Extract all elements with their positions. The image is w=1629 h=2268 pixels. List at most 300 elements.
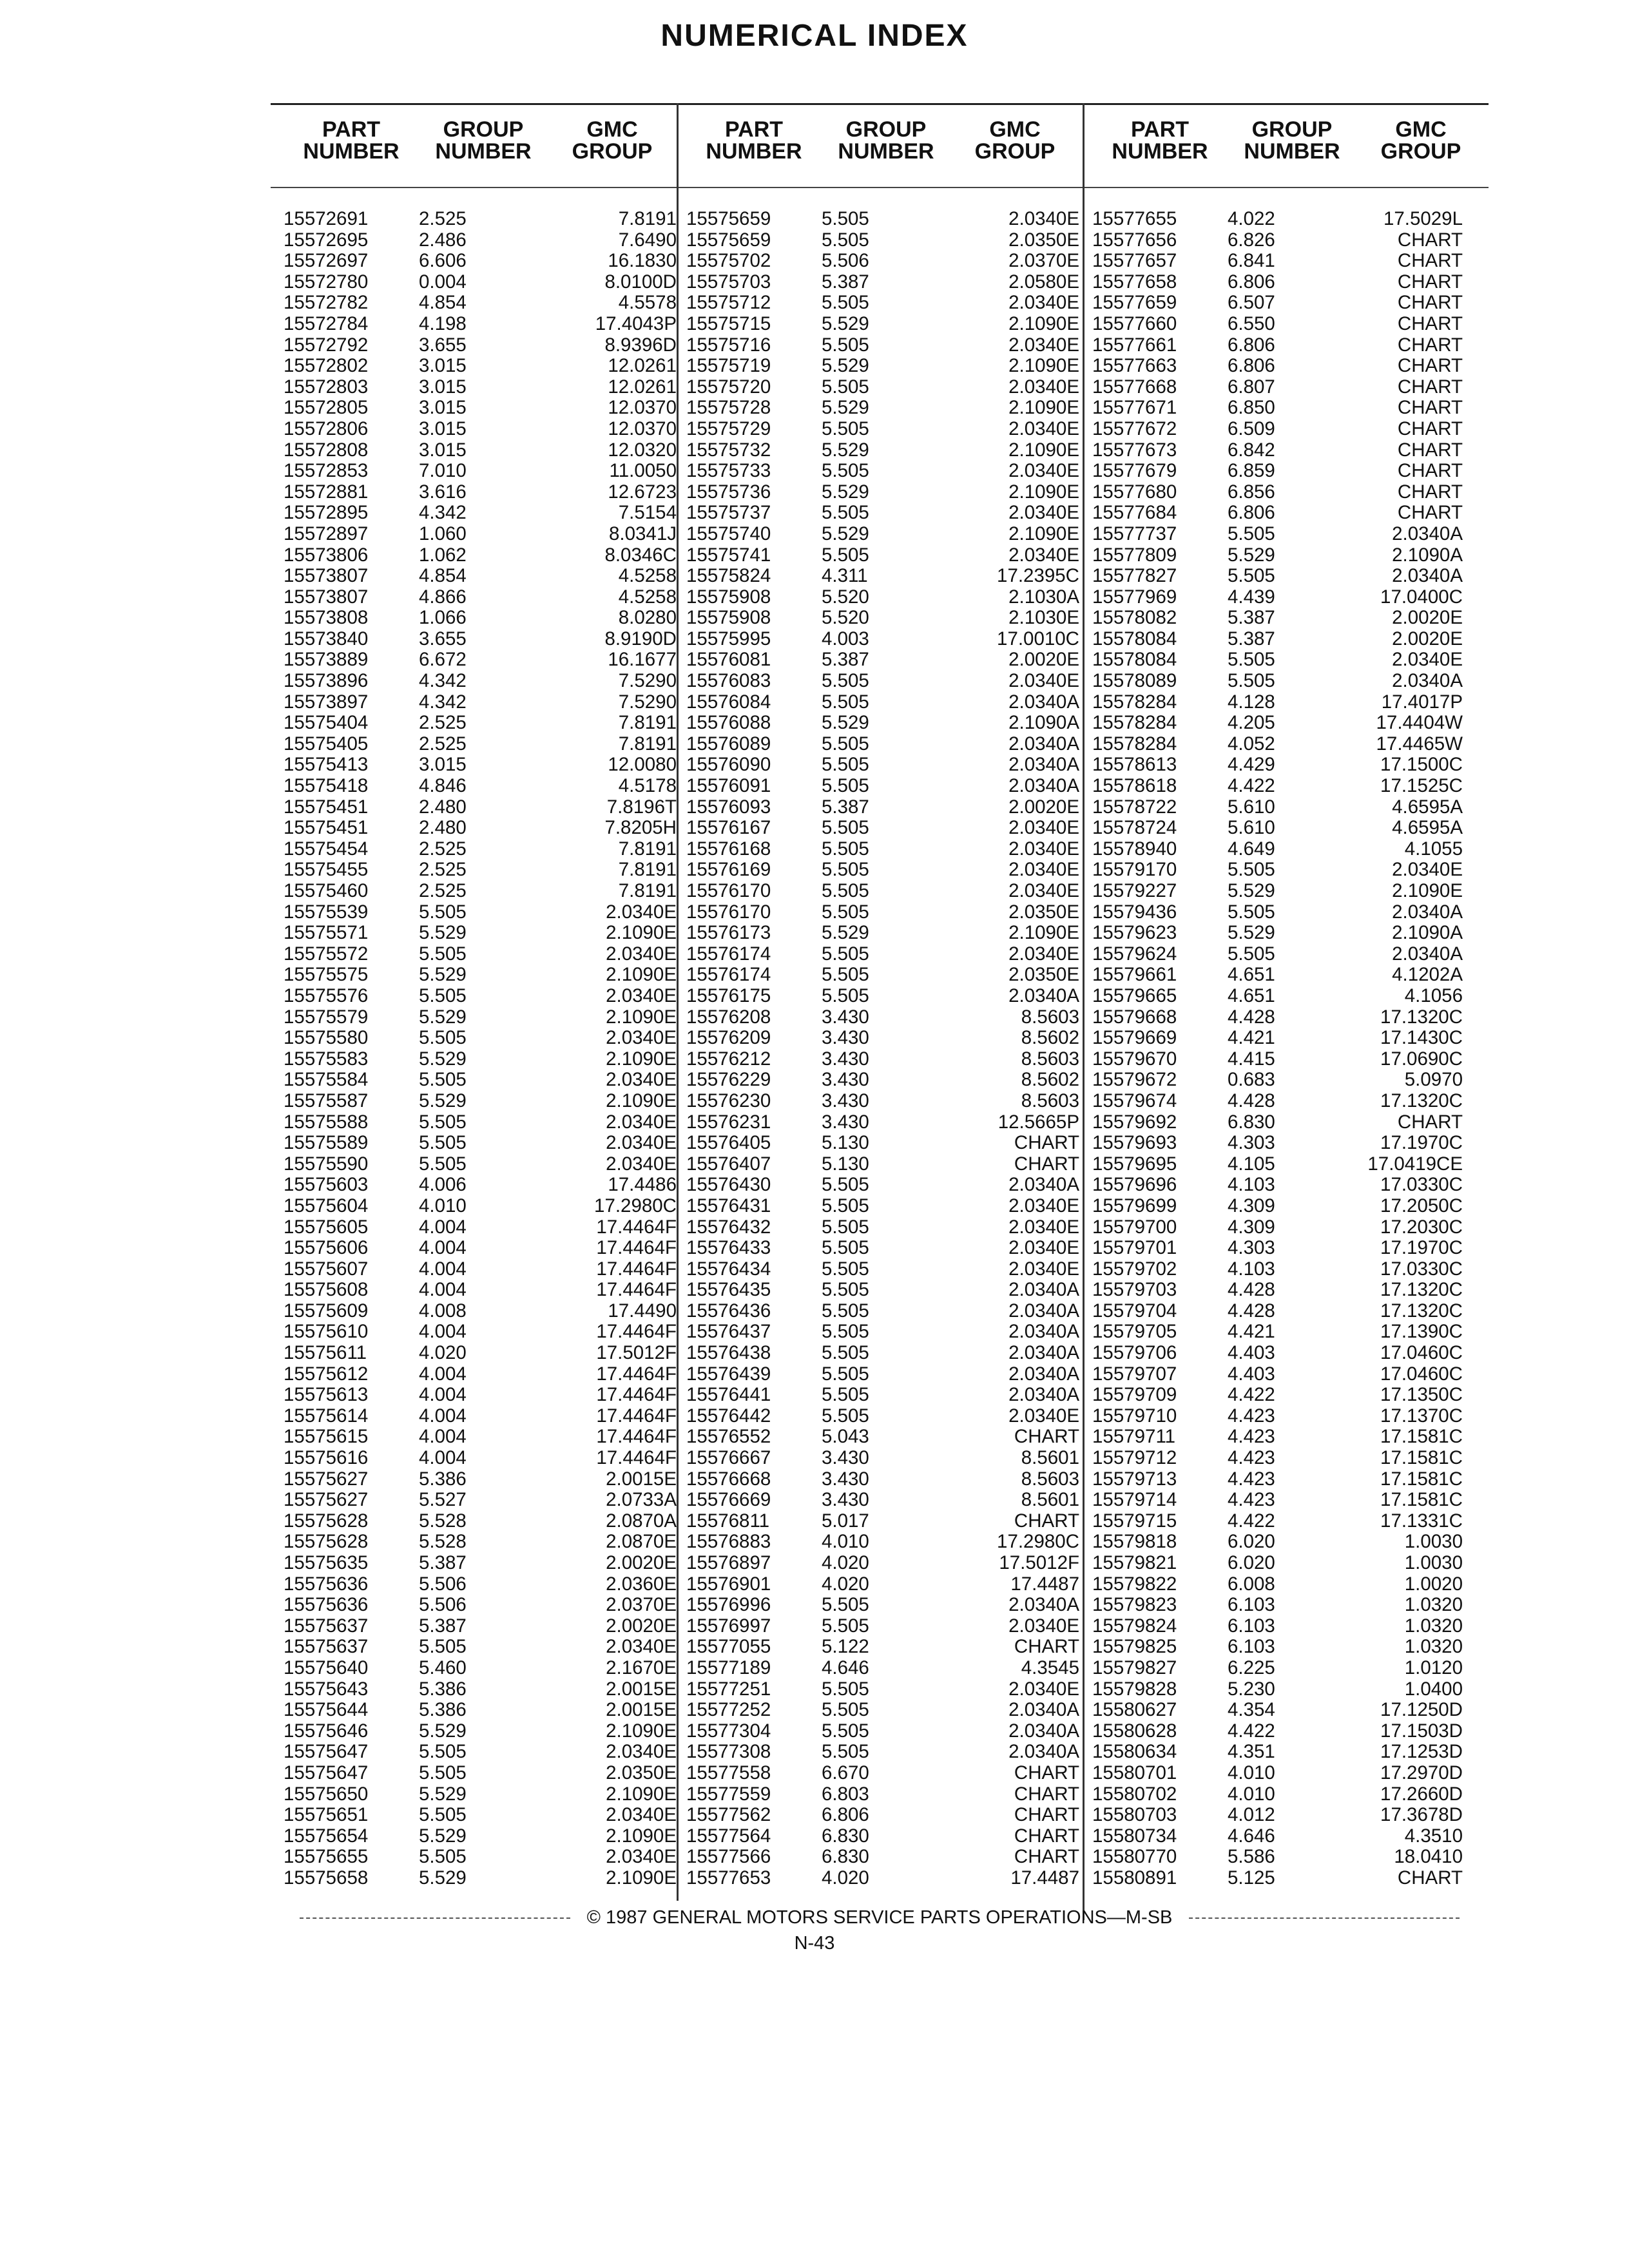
group-number-cell: 5.505 — [822, 1237, 869, 1259]
part-number-cell: 15580634 — [1092, 1741, 1177, 1763]
part-number-cell: 15575995 — [686, 628, 771, 649]
gmc-group-cell: 17.1370C — [1380, 1405, 1463, 1427]
group-number-cell: 5.387 — [419, 1552, 467, 1573]
group-number-cell: 5.505 — [1228, 901, 1275, 923]
index-row — [284, 1070, 677, 1091]
group-number-cell: 4.854 — [419, 565, 467, 587]
part-number-cell: 15577564 — [686, 1825, 771, 1847]
index-row — [1092, 839, 1485, 860]
gmc-group-cell: 2.0340E — [1392, 649, 1463, 671]
group-number-cell: 5.528 — [419, 1531, 467, 1553]
gmc-group-cell: 8.5603 — [1021, 1090, 1079, 1111]
part-number-cell: 15576405 — [686, 1132, 771, 1154]
gmc-group-cell: 2.1090E — [1008, 523, 1079, 544]
group-number-cell: 4.004 — [419, 1279, 467, 1301]
group-number-cell: 6.008 — [1228, 1573, 1275, 1595]
part-number-cell: 15575576 — [284, 985, 369, 1006]
gmc-group-cell: 17.1581C — [1380, 1468, 1463, 1490]
group-number-cell: 4.423 — [1228, 1489, 1275, 1511]
gmc-group-cell: 12.0370 — [608, 397, 677, 419]
part-number-cell: 15575612 — [284, 1363, 369, 1385]
group-number-cell: 5.505 — [822, 754, 869, 776]
group-number-cell: 5.505 — [822, 1321, 869, 1343]
gmc-group-cell: 17.4490 — [608, 1300, 677, 1321]
part-number-cell: 15577304 — [686, 1720, 771, 1742]
part-number-cell: 15576431 — [686, 1195, 771, 1216]
gmc-group-cell: 2.0340E — [1008, 1237, 1079, 1259]
group-number-cell: 4.651 — [1228, 964, 1275, 986]
part-number-cell: 15576441 — [686, 1384, 771, 1406]
gmc-group-cell: 12.0261 — [608, 355, 677, 377]
gmc-group-cell: 2.0020E — [1392, 628, 1463, 649]
index-row — [1092, 1343, 1485, 1364]
part-number-cell: 15576811 — [686, 1510, 770, 1532]
gmc-group-cell: 12.0320 — [608, 439, 677, 461]
group-number-cell: 5.387 — [822, 649, 869, 671]
group-number-cell: 5.460 — [419, 1657, 467, 1678]
index-rows — [1092, 209, 1485, 1889]
part-number-cell: 15572805 — [284, 397, 369, 419]
group-number-cell: 5.529 — [822, 439, 869, 461]
gmc-group-cell: 17.0690C — [1380, 1048, 1463, 1070]
index-row — [1092, 398, 1485, 419]
index-row — [686, 923, 1079, 944]
gmc-group-cell: 17.5012F — [999, 1552, 1079, 1573]
header-gmc-group: GMC GROUP — [572, 117, 653, 164]
group-number-cell: 4.429 — [1228, 754, 1275, 776]
part-number-cell: 15575646 — [284, 1720, 369, 1742]
group-number-cell: 4.309 — [1228, 1195, 1275, 1216]
part-number-cell: 15572697 — [284, 250, 369, 272]
part-number-cell: 15576901 — [686, 1573, 771, 1595]
group-number-cell: 4.422 — [1228, 1510, 1275, 1532]
gmc-group-cell: CHART — [1397, 376, 1463, 398]
group-number-cell: 5.529 — [822, 312, 869, 334]
gmc-group-cell: 4.6595A — [1392, 817, 1463, 839]
group-number-cell: 4.020 — [822, 1552, 869, 1573]
group-number-cell: 5.505 — [822, 838, 869, 860]
part-number-cell: 15576174 — [686, 943, 771, 965]
group-number-cell: 5.529 — [1228, 544, 1275, 566]
group-number-cell: 6.830 — [822, 1846, 869, 1868]
group-number-cell: 5.505 — [822, 1384, 869, 1406]
part-number-cell: 15579700 — [1092, 1216, 1177, 1238]
part-number-cell: 15578084 — [1092, 628, 1177, 649]
index-row — [1092, 1448, 1485, 1469]
gmc-group-cell: 2.0340A — [1008, 1174, 1079, 1196]
gmc-group-cell: 17.0400C — [1380, 586, 1463, 608]
index-row — [686, 671, 1079, 692]
part-number-cell: 15576442 — [686, 1405, 771, 1427]
group-number-cell: 4.020 — [822, 1867, 869, 1888]
gmc-group-cell: 2.1090E — [606, 1825, 677, 1847]
index-row — [284, 860, 677, 881]
gmc-group-cell: 2.0340E — [1008, 376, 1079, 398]
index-row — [1092, 1427, 1485, 1448]
index-row — [1092, 1028, 1485, 1049]
index-row — [284, 881, 677, 902]
part-number-cell: 15577658 — [1092, 271, 1177, 293]
index-row — [284, 1364, 677, 1385]
index-row — [284, 545, 677, 566]
index-row — [686, 1700, 1079, 1721]
group-number-cell: 4.846 — [419, 775, 467, 797]
gmc-group-cell: 12.6723 — [608, 481, 677, 503]
group-number-cell: 5.505 — [822, 943, 869, 965]
index-row — [284, 1574, 677, 1595]
index-column-1 — [284, 119, 677, 1889]
group-number-cell: 4.010 — [1228, 1783, 1275, 1805]
gmc-group-cell: 17.1390C — [1380, 1321, 1463, 1343]
part-number-cell: 15572802 — [284, 355, 369, 377]
part-number-cell: 15576432 — [686, 1216, 771, 1238]
part-number-cell: 15575584 — [284, 1069, 369, 1091]
part-number-cell: 15575606 — [284, 1237, 369, 1259]
group-number-cell: 5.505 — [822, 733, 869, 754]
group-number-cell: 4.422 — [1228, 1720, 1275, 1742]
index-row — [1092, 1238, 1485, 1259]
gmc-group-cell: 2.0015E — [606, 1699, 677, 1721]
gmc-group-cell: 2.1090E — [1392, 880, 1463, 901]
gmc-group-cell: 2.0340E — [1008, 502, 1079, 524]
index-row — [284, 1469, 677, 1490]
group-number-cell: 0.683 — [1228, 1069, 1275, 1091]
group-number-cell: 5.529 — [419, 922, 467, 944]
group-number-cell: 4.010 — [419, 1195, 467, 1216]
index-row — [1092, 1321, 1485, 1343]
gmc-group-cell: CHART — [1397, 418, 1463, 439]
part-number-cell: 15577656 — [1092, 229, 1177, 251]
gmc-group-cell: 2.1030E — [1008, 607, 1079, 629]
part-number-cell: 15575572 — [284, 943, 369, 965]
gmc-group-cell: 17.1970C — [1380, 1132, 1463, 1154]
gmc-group-cell: 17.2970D — [1380, 1762, 1463, 1783]
index-row — [1092, 671, 1485, 692]
index-row — [1092, 482, 1485, 503]
group-number-cell: 4.128 — [1228, 691, 1275, 713]
group-number-cell: 5.505 — [822, 1405, 869, 1427]
index-row — [686, 902, 1079, 923]
part-number-cell: 15579696 — [1092, 1174, 1177, 1196]
gmc-group-cell: 8.5601 — [1021, 1489, 1079, 1511]
footer — [271, 1907, 1489, 1928]
index-row — [284, 1259, 677, 1280]
index-row — [686, 1847, 1079, 1868]
gmc-group-cell: 4.1202A — [1392, 964, 1463, 986]
part-number-cell: 15577809 — [1092, 544, 1177, 566]
part-number-cell: 15572881 — [284, 481, 369, 503]
part-number-cell: 15575627 — [284, 1489, 369, 1511]
group-number-cell: 5.529 — [419, 1006, 467, 1028]
gmc-group-cell: 17.5012F — [596, 1342, 677, 1364]
gmc-group-cell: 4.1055 — [1404, 838, 1463, 860]
index-row — [1092, 461, 1485, 482]
part-number-cell: 15577657 — [1092, 250, 1177, 272]
gmc-group-cell: 12.0080 — [608, 754, 677, 776]
gmc-group-cell: 8.5603 — [1021, 1468, 1079, 1490]
gmc-group-cell: 2.0340E — [1008, 817, 1079, 839]
gmc-group-cell: 8.9190D — [604, 628, 677, 649]
gmc-group-cell: 2.0340E — [606, 1636, 677, 1658]
index-row — [1092, 272, 1485, 293]
index-row — [686, 272, 1079, 293]
part-number-cell: 15576439 — [686, 1363, 771, 1385]
index-row — [1092, 1112, 1485, 1133]
gmc-group-cell: 4.5258 — [618, 586, 677, 608]
group-number-cell: 4.423 — [1228, 1426, 1275, 1448]
gmc-group-cell: 17.4017P — [1381, 691, 1463, 713]
index-row — [1092, 1385, 1485, 1406]
part-number-cell: 15576437 — [686, 1321, 771, 1343]
group-number-cell: 5.529 — [419, 1783, 467, 1805]
group-number-cell: 1.066 — [419, 607, 467, 629]
gmc-group-cell: 1.0320 — [1404, 1636, 1463, 1658]
gmc-group-cell: 2.0015E — [606, 1468, 677, 1490]
group-number-cell: 5.586 — [1228, 1846, 1275, 1868]
index-row — [1092, 1574, 1485, 1595]
group-number-cell: 4.646 — [822, 1657, 869, 1678]
index-row — [284, 1511, 677, 1532]
index-column-3 — [1092, 119, 1485, 1889]
index-row — [686, 1574, 1079, 1595]
index-row — [686, 1532, 1079, 1553]
part-number-cell: 15575616 — [284, 1447, 369, 1469]
index-row — [284, 1826, 677, 1847]
group-number-cell: 4.423 — [1228, 1447, 1275, 1469]
group-number-cell: 2.525 — [419, 208, 467, 229]
group-number-cell: 4.403 — [1228, 1363, 1275, 1385]
part-number-cell: 15577737 — [1092, 523, 1177, 544]
part-number-cell: 15579623 — [1092, 922, 1177, 944]
part-number-cell: 15579669 — [1092, 1027, 1177, 1049]
column-header — [284, 119, 677, 183]
gmc-group-cell: 2.0340A — [1008, 1342, 1079, 1364]
part-number-cell: 15575720 — [686, 376, 771, 398]
part-number-cell: 15576174 — [686, 964, 771, 986]
part-number-cell: 15575636 — [284, 1573, 369, 1595]
gmc-group-cell: 2.0340E — [1008, 1405, 1079, 1427]
group-number-cell: 4.423 — [1228, 1468, 1275, 1490]
index-rows — [284, 209, 677, 1889]
gmc-group-cell: 2.1090E — [1008, 439, 1079, 461]
index-row — [686, 440, 1079, 461]
index-row — [284, 209, 677, 230]
part-number-cell: 15575659 — [686, 208, 771, 229]
index-row — [1092, 1658, 1485, 1679]
gmc-group-cell: 2.0733A — [606, 1489, 677, 1511]
part-number-cell: 15579668 — [1092, 1006, 1177, 1028]
index-row — [1092, 1637, 1485, 1658]
group-number-cell: 3.430 — [822, 1468, 869, 1490]
part-number-cell: 15573808 — [284, 607, 369, 629]
gmc-group-cell: 17.4464F — [596, 1447, 677, 1469]
part-number-cell: 15580628 — [1092, 1720, 1177, 1742]
gmc-group-cell: 17.4464F — [596, 1237, 677, 1259]
part-number-cell: 15575741 — [686, 544, 771, 566]
group-number-cell: 5.520 — [822, 607, 869, 629]
gmc-group-cell: 17.1331C — [1380, 1510, 1463, 1532]
group-number-cell: 6.225 — [1228, 1657, 1275, 1678]
gmc-group-cell: 2.0340E — [606, 1069, 677, 1091]
part-number-cell: 15576669 — [686, 1489, 771, 1511]
index-row — [686, 1070, 1079, 1091]
index-row — [284, 230, 677, 251]
group-number-cell: 3.015 — [419, 355, 467, 377]
part-number-cell: 15579828 — [1092, 1678, 1177, 1700]
gmc-group-cell: 8.0341J — [609, 523, 677, 544]
index-row — [686, 1321, 1079, 1343]
gmc-group-cell: 8.5603 — [1021, 1006, 1079, 1028]
gmc-group-cell: 17.0330C — [1380, 1174, 1463, 1196]
index-row — [284, 1196, 677, 1217]
index-row — [284, 1700, 677, 1721]
part-number-cell: 15576434 — [686, 1258, 771, 1280]
group-number-cell: 5.505 — [419, 985, 467, 1006]
part-number-cell: 15578284 — [1092, 691, 1177, 713]
part-number-cell: 15575589 — [284, 1132, 369, 1154]
part-number-cell: 15577251 — [686, 1678, 771, 1700]
group-number-cell: 6.103 — [1228, 1636, 1275, 1658]
index-row — [284, 1217, 677, 1238]
group-number-cell: 3.430 — [822, 1006, 869, 1028]
index-row — [686, 482, 1079, 503]
group-number-cell: 5.529 — [419, 1720, 467, 1742]
group-number-cell: 6.550 — [1228, 312, 1275, 334]
index-row — [284, 1616, 677, 1637]
part-number-cell: 15572806 — [284, 418, 369, 439]
group-number-cell: 5.505 — [419, 1846, 467, 1868]
index-row — [1092, 524, 1485, 545]
group-number-cell: 3.015 — [419, 754, 467, 776]
group-number-cell: 5.506 — [419, 1594, 467, 1616]
group-number-cell: 4.004 — [419, 1258, 467, 1280]
index-row — [1092, 1196, 1485, 1217]
index-row — [1092, 1679, 1485, 1700]
part-number-cell: 15576430 — [686, 1174, 771, 1196]
gmc-group-cell: 2.0340A — [1008, 775, 1079, 797]
group-number-cell: 4.103 — [1228, 1258, 1275, 1280]
group-number-cell: 4.004 — [419, 1447, 467, 1469]
index-row — [1092, 1490, 1485, 1511]
part-number-cell: 15572803 — [284, 376, 369, 398]
index-row — [686, 1490, 1079, 1511]
index-row — [1092, 1091, 1485, 1112]
index-row — [284, 1154, 677, 1175]
part-number-cell: 15575575 — [284, 964, 369, 986]
group-number-cell: 5.505 — [822, 502, 869, 524]
part-number-cell: 15575740 — [686, 523, 771, 544]
group-number-cell: 3.616 — [419, 481, 467, 503]
index-row — [686, 314, 1079, 335]
index-row — [1092, 1133, 1485, 1154]
index-row — [1092, 356, 1485, 377]
index-row — [284, 419, 677, 440]
gmc-group-cell: 17.4487 — [1010, 1867, 1079, 1888]
gmc-group-cell: 8.0346C — [604, 544, 677, 566]
gmc-group-cell: 2.0340E — [1008, 859, 1079, 881]
gmc-group-cell: 2.1090E — [606, 1867, 677, 1888]
group-number-cell: 5.505 — [419, 901, 467, 923]
index-row — [1092, 629, 1485, 650]
group-number-cell: 5.505 — [419, 1636, 467, 1658]
part-number-cell: 15575404 — [284, 712, 369, 734]
index-row — [1092, 1532, 1485, 1553]
gmc-group-cell: 16.1830 — [608, 250, 677, 272]
group-number-cell: 4.003 — [822, 628, 869, 649]
group-number-cell: 6.606 — [419, 250, 467, 272]
part-number-cell: 15573897 — [284, 691, 369, 713]
group-number-cell: 4.012 — [1228, 1804, 1275, 1826]
index-row — [284, 1553, 677, 1574]
part-number-cell: 15579170 — [1092, 859, 1177, 881]
part-number-cell: 15573807 — [284, 565, 369, 587]
index-row — [1092, 1364, 1485, 1385]
part-number-cell: 15575451 — [284, 796, 369, 818]
group-number-cell: 2.486 — [419, 229, 467, 251]
gmc-group-cell: 2.1090E — [606, 1783, 677, 1805]
group-number-cell: 4.052 — [1228, 733, 1275, 754]
part-number-cell: 15575460 — [284, 880, 369, 901]
group-number-cell: 5.387 — [822, 796, 869, 818]
group-number-cell: 2.525 — [419, 733, 467, 754]
gmc-group-cell: 2.0020E — [1008, 796, 1079, 818]
gmc-group-cell: 2.0340A — [1392, 565, 1463, 587]
header-gmc-group: GMC GROUP — [974, 117, 1055, 164]
group-number-cell: 5.505 — [822, 964, 869, 986]
index-row — [686, 1511, 1079, 1532]
index-row — [686, 839, 1079, 860]
group-number-cell: 6.670 — [822, 1762, 869, 1783]
index-row — [686, 1721, 1079, 1742]
gmc-group-cell: 2.0340E — [606, 1153, 677, 1175]
group-number-cell: 5.130 — [822, 1153, 869, 1175]
group-number-cell: 5.505 — [822, 1678, 869, 1700]
part-number-cell: 15577189 — [686, 1657, 771, 1678]
part-number-cell: 15575703 — [686, 271, 771, 293]
index-row — [1092, 1553, 1485, 1574]
index-row — [1092, 1175, 1485, 1196]
gmc-group-cell: 17.4464F — [596, 1363, 677, 1385]
index-row — [686, 1301, 1079, 1322]
gmc-group-cell: 1.0400 — [1404, 1678, 1463, 1700]
part-number-cell: 15573840 — [284, 628, 369, 649]
gmc-group-cell: 2.0340A — [1008, 1300, 1079, 1321]
part-number-cell: 15575715 — [686, 312, 771, 334]
group-number-cell: 4.020 — [419, 1342, 467, 1364]
group-number-cell: 5.529 — [822, 523, 869, 544]
gmc-group-cell: 2.1090E — [1008, 922, 1079, 944]
part-number-cell: 15579701 — [1092, 1237, 1177, 1259]
part-number-cell: 15575729 — [686, 418, 771, 439]
group-number-cell: 5.528 — [419, 1510, 467, 1532]
index-row — [686, 1595, 1079, 1616]
gmc-group-cell: 2.0580E — [1008, 271, 1079, 293]
part-number-cell: 15575613 — [284, 1384, 369, 1406]
gmc-group-cell: 2.0340E — [1008, 838, 1079, 860]
group-number-cell: 5.505 — [822, 1363, 869, 1385]
index-row — [686, 1133, 1079, 1154]
part-number-cell: 15575647 — [284, 1762, 369, 1783]
gmc-group-cell: 17.4464F — [596, 1405, 677, 1427]
group-number-cell: 3.430 — [822, 1069, 869, 1091]
gmc-group-cell: 2.0870A — [606, 1510, 677, 1532]
part-number-cell: 15575580 — [284, 1027, 369, 1049]
part-number-cell: 15579670 — [1092, 1048, 1177, 1070]
index-row — [284, 1595, 677, 1616]
part-number-cell: 15577671 — [1092, 397, 1177, 419]
gmc-group-cell: 17.0330C — [1380, 1258, 1463, 1280]
part-number-cell: 15575605 — [284, 1216, 369, 1238]
